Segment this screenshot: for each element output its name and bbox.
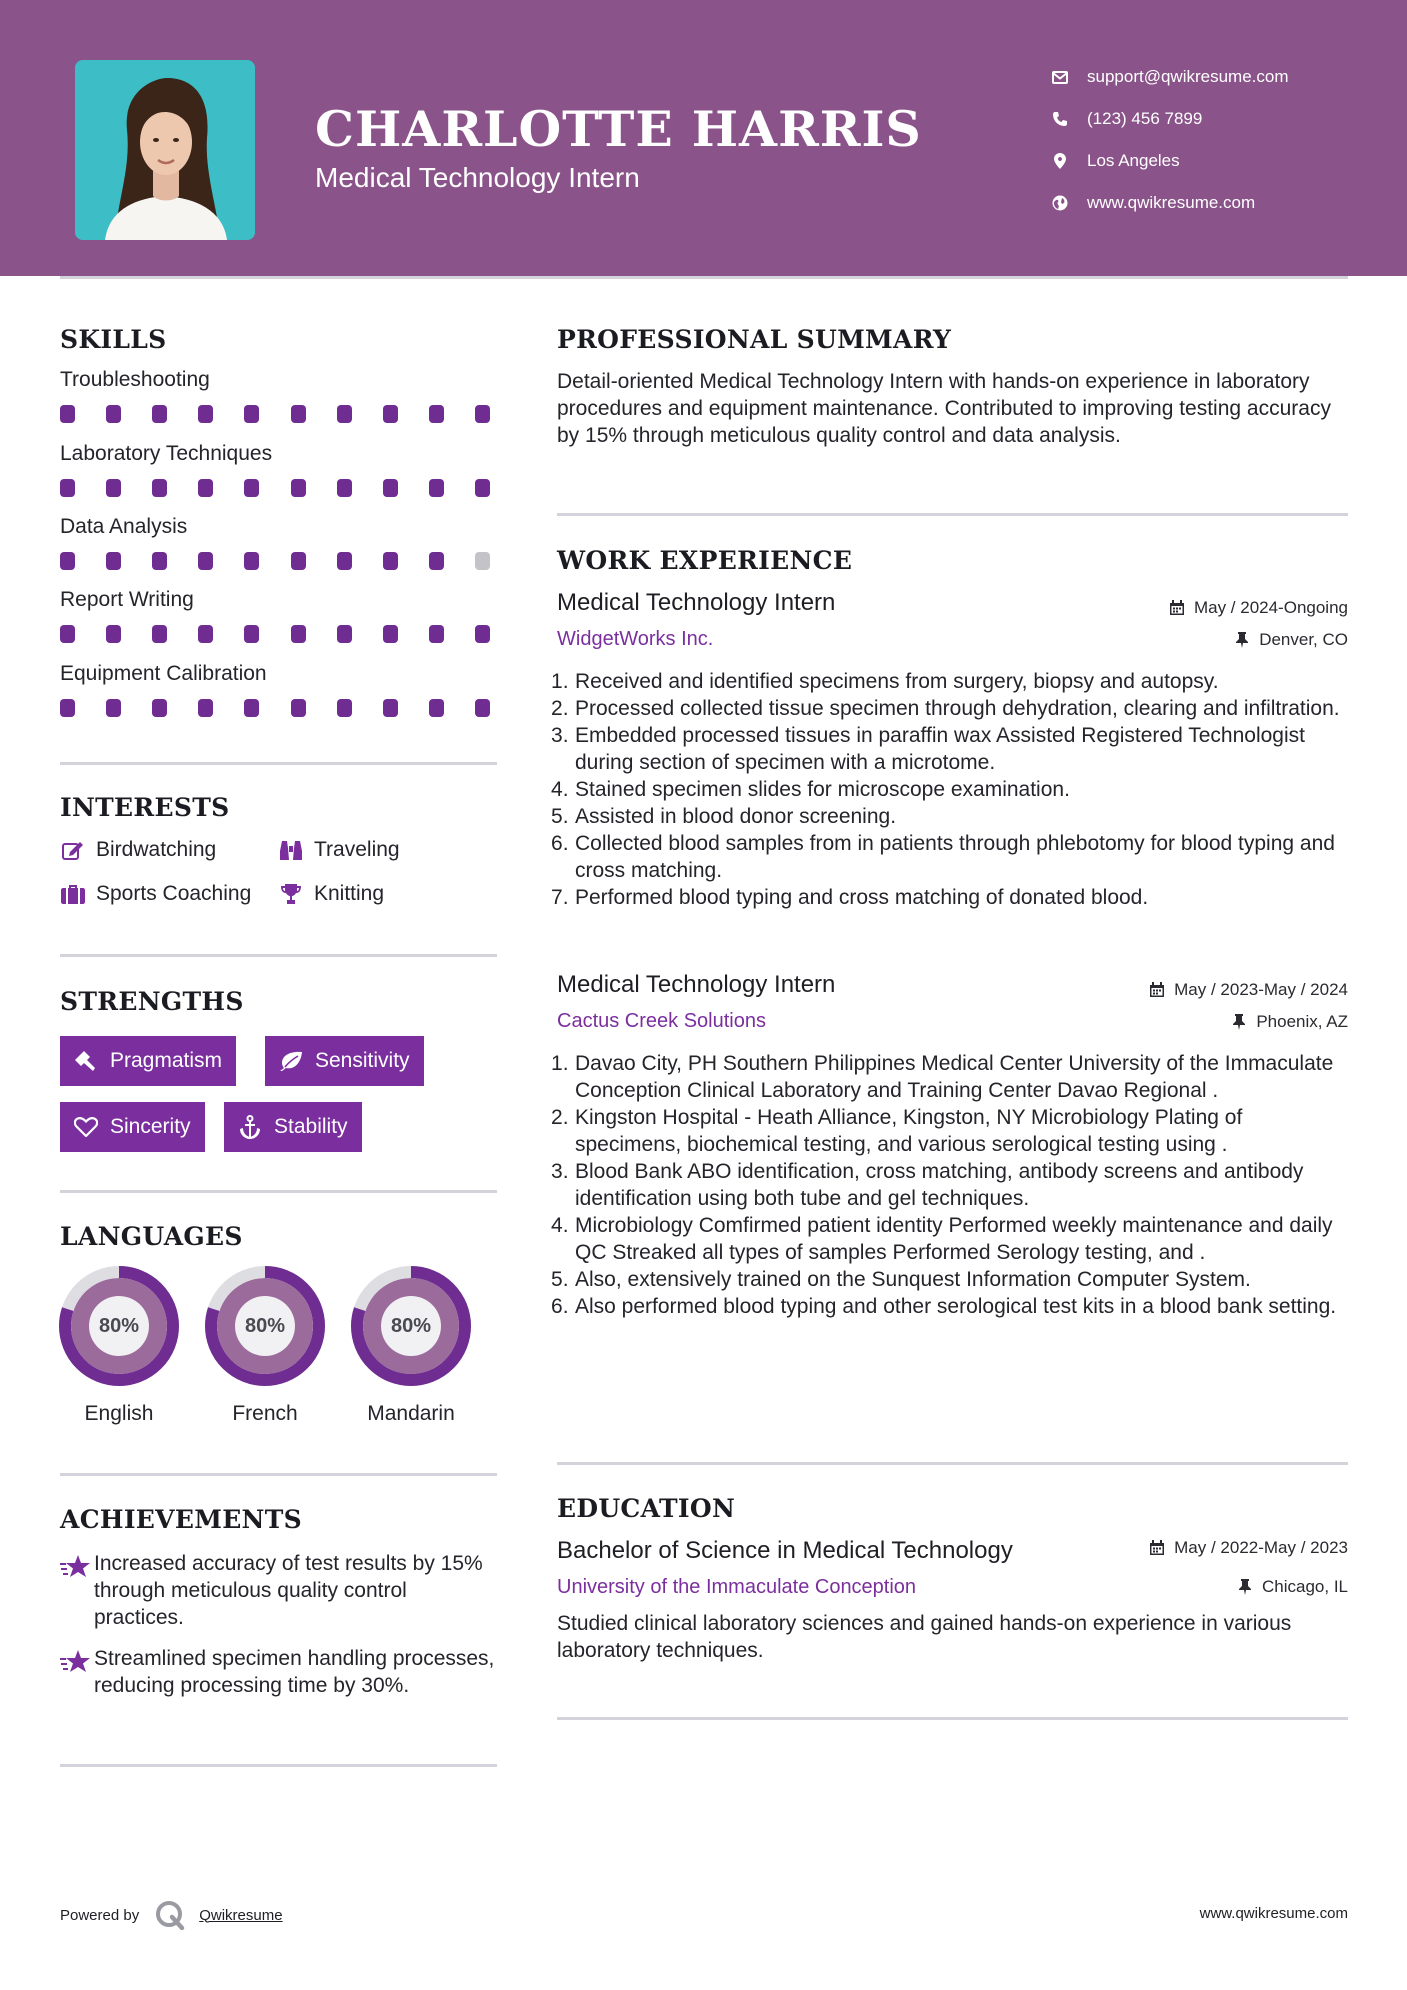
phone-icon	[1050, 109, 1070, 129]
skill-dot-filled	[152, 479, 167, 497]
map-pin-icon	[1050, 151, 1070, 171]
achievement-text: Increased accuracy of test results by 15% through meticulous quality control practices.	[94, 1552, 483, 1629]
duty-item: Also, extensively trained on the Sunquest Information Computer System.	[575, 1268, 1251, 1291]
skill-dot-filled	[244, 479, 259, 497]
duty-item: Davao City, PH Southern Philippines Medical Center University of the Immaculate Conception Clinical Laboratory and Training Center Davao Regional .	[575, 1052, 1334, 1102]
contact-website[interactable]	[1050, 182, 1289, 224]
skill-dot-filled	[383, 699, 398, 717]
skill-dot-filled	[291, 699, 306, 717]
experience-divider	[557, 1462, 1348, 1465]
job-duties	[557, 668, 1352, 911]
skill-dot-filled	[152, 405, 167, 423]
education-text: Studied clinical laboratory sciences and gained hands-on experience in various laboratory techniques.	[557, 1612, 1292, 1662]
language-name: French	[232, 1402, 298, 1425]
job-dates	[1168, 598, 1348, 618]
skill-dot-filled	[60, 405, 75, 423]
job-location-text: Phoenix, AZ	[1256, 1012, 1348, 1031]
pushpin-icon	[1236, 1578, 1254, 1596]
strengths-divider	[60, 1190, 497, 1193]
calendar-icon	[1148, 1539, 1166, 1557]
skill-rating	[60, 479, 500, 497]
heart-icon	[74, 1115, 98, 1139]
duty-item: Processed collected tissue specimen through dehydration, clearing and infiltration.	[575, 697, 1340, 720]
language-item	[349, 1264, 473, 1426]
contact-email[interactable]	[1050, 56, 1289, 98]
languages-divider	[60, 1473, 497, 1476]
education-divider	[557, 1717, 1348, 1720]
skill-rating	[60, 699, 500, 717]
leaf-icon	[279, 1049, 303, 1073]
skill-dot-filled	[106, 552, 121, 570]
skill-dot-filled	[429, 552, 444, 570]
education-dates-text: May / 2022-May / 2023	[1174, 1538, 1348, 1557]
globe-icon	[1050, 193, 1070, 213]
powered-by-text: Powered by	[60, 1906, 140, 1924]
strength-label: Stability	[274, 1115, 348, 1138]
achievement-text: Streamlined specimen handling processes, reducing processing time by 30%.	[94, 1647, 495, 1697]
calendar-icon	[1148, 981, 1166, 999]
skill-dot-filled	[475, 405, 490, 423]
qwikresume-link[interactable]: Qwikresume	[199, 1906, 283, 1924]
duty-item: Blood Bank ABO identification, cross matching, antibody screens and antibody identification using both tube and gel techniques.	[575, 1160, 1304, 1210]
education-heading: EDUCATION	[557, 1494, 736, 1523]
job-title: Medical Technology Intern	[557, 589, 836, 616]
interest-item	[278, 838, 400, 862]
strength-tag	[60, 1036, 236, 1086]
job-location-text: Denver, CO	[1259, 630, 1348, 649]
strength-tag	[265, 1036, 424, 1086]
edit-icon	[60, 838, 86, 862]
contact-website-text: www.qwikresume.com	[1087, 193, 1256, 212]
skill-dot-filled	[383, 479, 398, 497]
footer-website[interactable]: www.qwikresume.com	[1199, 1905, 1348, 1922]
skill-dot-filled	[291, 479, 306, 497]
duty-item: Received and identified specimens from surgery, biopsy and autopsy.	[575, 670, 1219, 693]
binoculars-icon	[278, 838, 304, 862]
gavel-icon	[74, 1049, 98, 1073]
skill-name: Laboratory Techniques	[60, 442, 273, 465]
skill-dot-filled	[429, 405, 444, 423]
skill-dot-filled	[244, 405, 259, 423]
language-name: Mandarin	[367, 1402, 455, 1425]
interest-item	[60, 882, 251, 906]
skill-dot-filled	[198, 479, 213, 497]
language-name: English	[84, 1402, 154, 1425]
job-dates-text: May / 2024-Ongoing	[1193, 598, 1348, 617]
candidate-name: CHARLOTTE HARRIS	[315, 100, 922, 158]
anchor-icon	[238, 1115, 262, 1139]
contact-list	[1050, 56, 1289, 224]
skill-dot-filled	[337, 699, 352, 717]
candidate-title: Medical Technology Intern	[315, 162, 640, 193]
skills-divider	[60, 762, 497, 765]
interest-label: Sports Coaching	[96, 882, 252, 905]
contact-email-text: support@qwikresume.com	[1087, 67, 1289, 86]
skill-dot-filled	[60, 625, 75, 643]
skill-name: Report Writing	[60, 588, 194, 611]
strength-label: Sincerity	[110, 1115, 191, 1138]
language-progress-ring	[349, 1264, 473, 1388]
job-dates-text: May / 2023-May / 2024	[1174, 980, 1348, 999]
job-duties	[557, 1050, 1352, 1320]
skill-dot-filled	[291, 405, 306, 423]
skill-dot-filled	[337, 479, 352, 497]
skill-name: Equipment Calibration	[60, 662, 267, 685]
skill-dot-filled	[60, 552, 75, 570]
skills-heading: SKILLS	[60, 325, 167, 354]
skill-dot-filled	[152, 699, 167, 717]
language-progress-ring	[203, 1264, 327, 1388]
skill-dot-filled	[337, 405, 352, 423]
skill-dot-filled	[383, 552, 398, 570]
language-percent: 80%	[89, 1296, 149, 1356]
skill-dot-filled	[152, 625, 167, 643]
duty-item: Kingston Hospital - Heath Alliance, Kingston, NY Microbiology Plating of specimens, biochemical testing, and various serological testing using .	[575, 1106, 1243, 1156]
profile-photo	[75, 60, 255, 240]
skill-dot-filled	[291, 625, 306, 643]
interest-item	[60, 838, 216, 862]
skill-name: Data Analysis	[60, 515, 188, 538]
skill-dot-filled	[106, 625, 121, 643]
skill-dot-filled	[383, 625, 398, 643]
skill-dot-filled	[475, 699, 490, 717]
footer-powered-by	[60, 1900, 283, 1930]
duty-item: Assisted in blood donor screening.	[575, 805, 897, 828]
skill-dot-filled	[291, 552, 306, 570]
interest-label: Traveling	[314, 838, 400, 861]
summary-heading: PROFESSIONAL SUMMARY	[557, 325, 952, 354]
qwikresume-logo-icon	[155, 1900, 185, 1930]
interest-item	[278, 882, 384, 906]
achievements-divider	[60, 1764, 497, 1767]
experience-heading: WORK EXPERIENCE	[557, 546, 853, 575]
skill-dot-filled	[152, 552, 167, 570]
language-percent: 80%	[235, 1296, 295, 1356]
star-icon	[60, 1645, 94, 1699]
trophy-icon	[278, 882, 304, 906]
interests-divider	[60, 954, 497, 957]
achievements-heading: ACHIEVEMENTS	[60, 1505, 302, 1534]
strength-label: Sensitivity	[315, 1049, 410, 1072]
duty-item: Collected blood samples from in patients through phlebotomy for blood typing and cross matching.	[575, 832, 1335, 882]
skill-dot-filled	[244, 699, 259, 717]
job-location	[1230, 1012, 1348, 1032]
skill-dot-filled	[60, 479, 75, 497]
skill-dot-filled	[429, 699, 444, 717]
job-dates	[1148, 980, 1348, 1000]
education-location	[1236, 1577, 1348, 1597]
job-title: Medical Technology Intern	[557, 971, 836, 998]
skill-dot-filled	[244, 625, 259, 643]
skill-dot-filled	[383, 405, 398, 423]
contact-phone-text: (123) 456 7899	[1087, 109, 1203, 128]
summary-text: Detail-oriented Medical Technology Intern with hands-on experience in laboratory procedures and equipment maintenance. Contributed to improving testing accuracy by 15% through meticulous quality control and data analysis.	[557, 370, 1331, 447]
degree-title: Bachelor of Science in Medical Technology	[557, 1537, 1013, 1564]
skill-rating	[60, 625, 500, 643]
skill-rating	[60, 552, 500, 570]
skill-dot-filled	[106, 479, 121, 497]
skill-dot-filled	[337, 552, 352, 570]
skill-dot-filled	[198, 625, 213, 643]
company-name: WidgetWorks Inc.	[557, 628, 714, 650]
duty-item: Stained specimen slides for microscope examination.	[575, 778, 1070, 801]
header-divider	[60, 276, 1348, 279]
resume-header	[0, 0, 1407, 276]
briefcase-icon	[60, 882, 86, 906]
language-progress-ring	[57, 1264, 181, 1388]
skill-rating	[60, 405, 500, 423]
skill-dot-filled	[475, 625, 490, 643]
envelope-icon	[1050, 67, 1070, 87]
skill-dot-filled	[198, 405, 213, 423]
pushpin-icon	[1230, 1013, 1248, 1031]
language-item	[203, 1264, 327, 1426]
skill-dot-empty	[475, 552, 490, 570]
education-dates	[1148, 1538, 1348, 1558]
star-icon	[60, 1550, 94, 1631]
calendar-icon	[1168, 599, 1186, 617]
language-percent: 80%	[381, 1296, 441, 1356]
skill-dot-filled	[244, 552, 259, 570]
skill-dot-filled	[198, 699, 213, 717]
skill-dot-filled	[106, 699, 121, 717]
duty-item: Microbiology Comfirmed patient identity Performed weekly maintenance and daily QC Streaked all types of samples Performed Serology testing, and .	[575, 1214, 1333, 1264]
education-location-text: Chicago, IL	[1262, 1577, 1348, 1596]
school-name: University of the Immaculate Conception	[557, 1576, 917, 1598]
skill-dot-filled	[106, 405, 121, 423]
strength-tag	[224, 1102, 362, 1152]
skill-dot-filled	[337, 625, 352, 643]
job-location	[1233, 630, 1348, 650]
contact-location	[1050, 140, 1289, 182]
interests-heading: INTERESTS	[60, 793, 230, 822]
strength-label: Pragmatism	[110, 1049, 223, 1072]
skill-dot-filled	[429, 625, 444, 643]
achievement-item	[60, 1645, 500, 1699]
duty-item: Performed blood typing and cross matching of donated blood.	[575, 886, 1149, 909]
company-name: Cactus Creek Solutions	[557, 1010, 766, 1032]
contact-location-text: Los Angeles	[1087, 151, 1180, 170]
summary-divider	[557, 513, 1348, 516]
contact-phone[interactable]	[1050, 98, 1289, 140]
interest-label: Birdwatching	[96, 838, 217, 861]
duty-item: Also performed blood typing and other serological test kits in a blood bank setting.	[575, 1295, 1337, 1318]
skill-dot-filled	[198, 552, 213, 570]
pushpin-icon	[1233, 631, 1251, 649]
duty-item: Embedded processed tissues in paraffin wax Assisted Registered Technologist during section of specimen with a microtome.	[575, 724, 1305, 774]
skill-dot-filled	[429, 479, 444, 497]
skill-dot-filled	[475, 479, 490, 497]
achievement-item	[60, 1550, 500, 1631]
interest-label: Knitting	[314, 882, 385, 905]
skill-name: Troubleshooting	[60, 368, 210, 391]
skill-dot-filled	[60, 699, 75, 717]
strength-tag	[60, 1102, 205, 1152]
languages-heading: LANGUAGES	[60, 1222, 243, 1251]
strengths-heading: STRENGTHS	[60, 987, 244, 1016]
language-item	[57, 1264, 181, 1426]
